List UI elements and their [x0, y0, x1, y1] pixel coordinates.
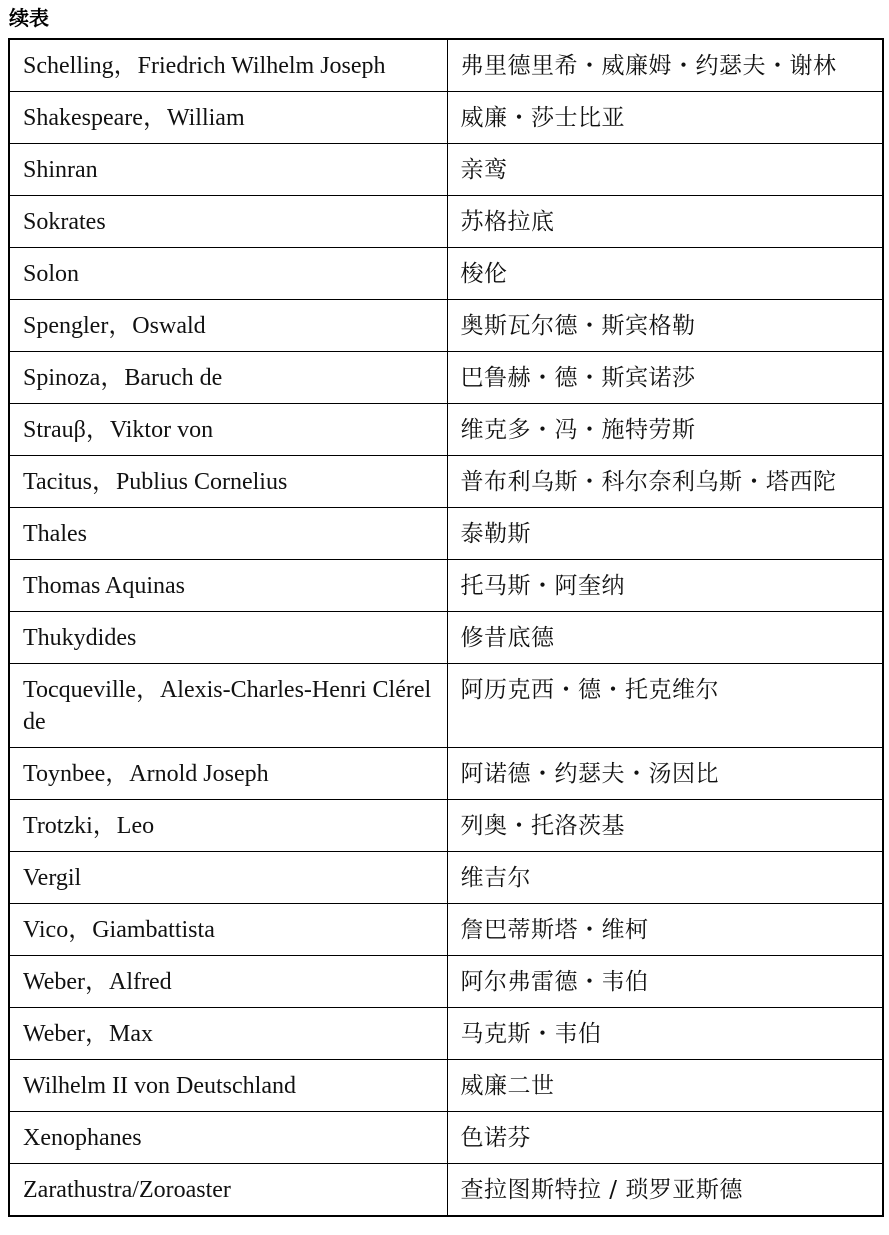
original-name-cell: Thales — [9, 508, 447, 560]
table-row — [9, 1008, 883, 1060]
chinese-name-cell: 马克斯・韦伯 — [447, 1008, 883, 1060]
original-name-cell: Weber，Max — [9, 1008, 447, 1060]
original-name-cell: Spengler，Oswald — [9, 300, 447, 352]
table-row — [9, 300, 883, 352]
chinese-name-cell: 威廉二世 — [447, 1060, 883, 1112]
original-name-cell: Shakespeare，William — [9, 92, 447, 144]
table-row — [9, 39, 883, 92]
chinese-name-cell: 巴鲁赫・德・斯宾诺莎 — [447, 352, 883, 404]
table-row — [9, 560, 883, 612]
original-name-cell: Solon — [9, 248, 447, 300]
table-row — [9, 956, 883, 1008]
table-row — [9, 456, 883, 508]
table-row — [9, 904, 883, 956]
original-name-cell: Zarathustra/Zoroaster — [9, 1164, 447, 1217]
chinese-name-cell: 弗里德里希・威廉姆・约瑟夫・谢林 — [447, 39, 883, 92]
table-row — [9, 748, 883, 800]
chinese-name-cell: 阿诺德・约瑟夫・汤因比 — [447, 748, 883, 800]
original-name-cell: Xenophanes — [9, 1112, 447, 1164]
original-name-cell: Sokrates — [9, 196, 447, 248]
table-row — [9, 248, 883, 300]
chinese-name-cell: 亲鸾 — [447, 144, 883, 196]
original-name-cell: Toynbee，Arnold Joseph — [9, 748, 447, 800]
chinese-name-cell: 奥斯瓦尔德・斯宾格勒 — [447, 300, 883, 352]
chinese-name-cell: 泰勒斯 — [447, 508, 883, 560]
table-row — [9, 508, 883, 560]
table-row — [9, 1060, 883, 1112]
original-name-cell: Schelling，Friedrich Wilhelm Joseph — [9, 39, 447, 92]
original-name-cell: Wilhelm II von Deutschland — [9, 1060, 447, 1112]
chinese-name-cell: 修昔底德 — [447, 612, 883, 664]
original-name-cell: Thukydides — [9, 612, 447, 664]
table-row — [9, 352, 883, 404]
table-caption: 续表 — [9, 6, 49, 30]
original-name-cell: Spinoza，Baruch de — [9, 352, 447, 404]
table-row — [9, 144, 883, 196]
original-name-cell: Vergil — [9, 852, 447, 904]
table-row — [9, 612, 883, 664]
original-name-cell: Weber，Alfred — [9, 956, 447, 1008]
chinese-name-cell: 查拉图斯特拉 / 琐罗亚斯德 — [447, 1164, 883, 1217]
chinese-name-cell: 威廉・莎士比亚 — [447, 92, 883, 144]
original-name-cell: Shinran — [9, 144, 447, 196]
chinese-name-cell: 色诺芬 — [447, 1112, 883, 1164]
chinese-name-cell: 苏格拉底 — [447, 196, 883, 248]
chinese-name-cell: 詹巴蒂斯塔・维柯 — [447, 904, 883, 956]
chinese-name-cell: 阿历克西・德・托克维尔 — [447, 664, 883, 748]
table-row — [9, 196, 883, 248]
original-name-cell: Strauβ，Viktor von — [9, 404, 447, 456]
original-name-cell: Vico，Giambattista — [9, 904, 447, 956]
chinese-name-cell: 梭伦 — [447, 248, 883, 300]
table-row — [9, 1164, 883, 1217]
original-name-cell: Thomas Aquinas — [9, 560, 447, 612]
table-row — [9, 852, 883, 904]
name-translation-table — [8, 38, 884, 1217]
original-name-cell: Tacitus，Publius Cornelius — [9, 456, 447, 508]
original-name-cell: Trotzki，Leo — [9, 800, 447, 852]
chinese-name-cell: 托马斯・阿奎纳 — [447, 560, 883, 612]
table-row — [9, 1112, 883, 1164]
table-row — [9, 664, 883, 748]
chinese-name-cell: 普布利乌斯・科尔奈利乌斯・塔西陀 — [447, 456, 883, 508]
chinese-name-cell: 阿尔弗雷德・韦伯 — [447, 956, 883, 1008]
chinese-name-cell: 维克多・冯・施特劳斯 — [447, 404, 883, 456]
chinese-name-cell: 列奥・托洛茨基 — [447, 800, 883, 852]
table-row — [9, 92, 883, 144]
chinese-name-cell: 维吉尔 — [447, 852, 883, 904]
original-name-cell: Tocqueville，Alexis-Charles-Henri Clérel de — [9, 664, 447, 748]
table-row — [9, 404, 883, 456]
table-row — [9, 800, 883, 852]
